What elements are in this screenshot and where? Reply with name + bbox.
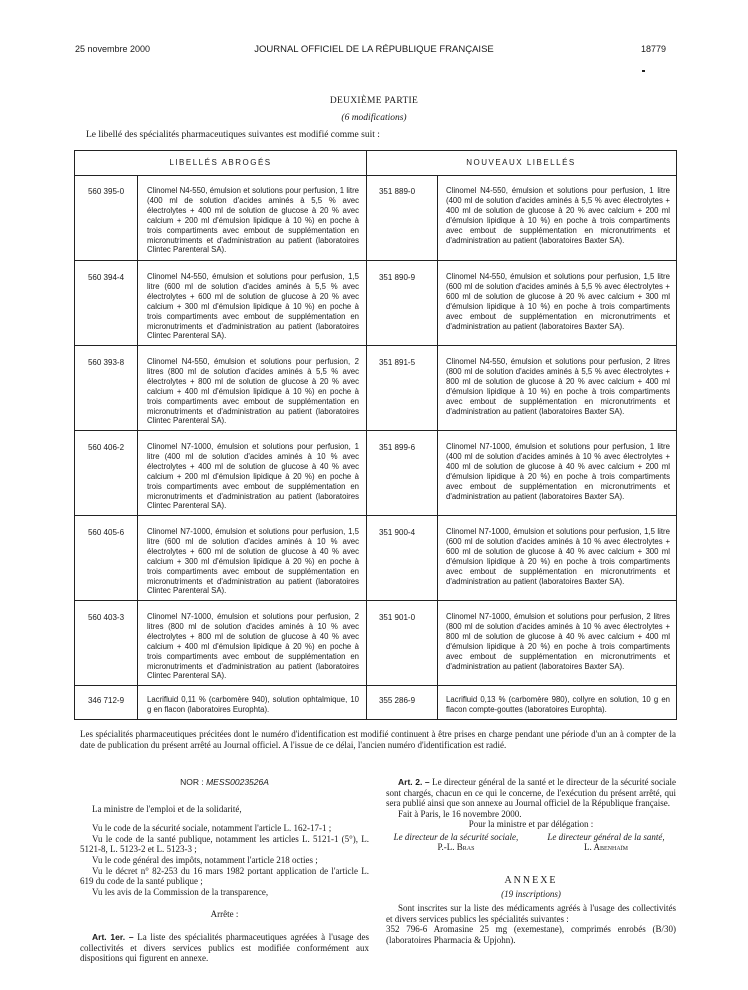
table-row [75,516,676,601]
new-code: 351 899-6 [378,443,416,452]
old-code: 560 403-3 [87,613,125,622]
old-label: Clinomel N7-1000, émulsion et solutions pour perfusion, 2 litres (800 ml de solution d'acides aminés à 10 % avec électrolytes + 800 ml de solution de glucose à 40 % avec calcium + 400 ml d'émulsion lipidique à 20 %) en poche à trois compartiments avec embout de supplémentation en micronutriments et d'administration au patient (laboratoires Clintec Parenteral SA). [147,612,359,681]
new-code: 351 891-5 [378,358,416,367]
table-row [75,261,676,346]
table-row [75,175,676,261]
new-label: Clinomel N4-550, émulsion et solutions pour perfusion, 2 litres (800 ml de solution d'acides aminés à 5,5 % avec électrolytes + 800 ml de solution de glucose à 20 % avec calcium + 400 ml d'émulsion lipidique à 10 %) en poche à trois compartiments avec embout de supplémentation en micronutriments et d'administration au patient (laboratoires Baxter SA). [446,357,670,416]
column-header-new: NOUVEAUX LIBELLÉS [366,151,676,176]
old-label: Lacrifluid 0,11 % (carbomère 940), solution ophtalmique, 10 g en flacon (laboratoires Europhta). [147,695,359,714]
new-label: Clinomel N4-550, émulsion et solutions pour perfusion, 1,5 litre (600 ml de solution d'acides aminés à 5,5 % avec électrolytes + 600 ml de solution de glucose à 20 % avec calcium + 300 ml d'émulsion lipidique à 10 %) en poche à trois compartiments avec embout de supplémentation en micronutriments et d'administration au patient (laboratoires Baxter SA). [446,272,670,331]
nor-reference [80,777,369,788]
decree-right-column [386,777,676,946]
margin-mark [642,70,645,72]
old-code: 560 393-8 [87,358,125,367]
signature-left-title: Le directeur de la sécurité sociale, [393,831,519,842]
article-1 [80,932,369,964]
column-header-old: LIBELLÉS ABROGÉS [75,151,366,176]
table-row [75,686,676,719]
old-code: 560 405-6 [87,528,125,537]
intro-text: Le libellé des spécialités pharmaceutiques suivantes est modifié comme suit : [86,130,380,140]
annexe-entry: 352 796-6 Aromasine 25 mg (exemestane), comprimés enrobés (B/30) (laboratoires Pharmacia & Upjohn). [386,924,676,945]
table-row [75,346,676,431]
new-code: 355 286-9 [378,696,416,705]
old-label: Clinomel N4-550, émulsion et solutions pour perfusion, 2 litres (800 ml de solution d'acides aminés à 5,5 % avec électrolytes + 800 ml de solution de glucose à 20 % avec calcium + 400 ml d'émulsion lipidique à 10 %) en poche à trois compartiments avec embout de supplémentation en micronutriments et d'administration au patient (laboratoires Clintec Parenteral SA). [147,357,359,426]
article-1-text: La liste des spécialités pharmaceutiques agréées à l'usage des collectivités et divers services publics est modifiée conformément aux dispositions qui figurent en annexe. [80,931,369,964]
modifications-count: (6 modifications) [341,113,407,123]
new-label: Clinomel N7-1000, émulsion et solutions pour perfusion, 1,5 litre (600 ml de solution d'acides aminés à 10 % avec électrolytes + 600 ml de solution de glucose à 40 % avec calcium + 300 ml d'émulsion lipidique à 20 %) en poche à trois compartiments avec embout de supplémentation en micronutriments et d'administration au patient (laboratoires Baxter SA). [446,527,670,586]
article-2 [386,777,676,809]
page-number: 18779 [640,44,666,54]
nor-code: MESS0023526A [206,777,269,787]
journal-title: JOURNAL OFFICIEL DE LA RÉPUBLIQUE FRANÇAISE [254,44,494,55]
visa-line: Vu le code de la santé publique, notamment les articles L. 5121-1 (5°), L. 5121-8, L. 5123-2 et L. 5123-3 ; [80,833,369,855]
modifications-table [74,150,677,720]
old-label: Clinomel N4-550, émulsion et solutions pour perfusion, 1,5 litre (600 ml de solution d'acides aminés à 5,5 % avec électrolytes + 600 ml de solution de glucose à 20 % avec calcium + 300 ml d'émulsion lipidique à 10 %) en poche à trois compartiments avec embout de supplémentation en micronutriments et d'administration au patient (laboratoires Clintec Parenteral SA). [147,272,359,341]
new-code: 351 890-9 [378,273,416,282]
done-at-line: Fait à Paris, le 16 novembre 2000. [398,808,522,819]
validity-note: Les spécialités pharmaceutiques précitées dont le numéro d'identification est modifié continuent à être prises en charge pendant une période d'un an à compter de la date de publication du présent arrêté au Journal officiel. A l'issue de ce délai, l'ancien numéro d'identification est radié. [80,729,676,750]
signature-left-name: P.-L. Bras [437,842,475,853]
old-code: 560 406-2 [87,443,125,452]
old-label: Clinomel N4-550, émulsion et solutions pour perfusion, 1 litre (400 ml de solution d'acides aminés à 5,5 % avec électrolytes + 400 ml de solution de glucose à 20 % avec calcium + 200 ml d'émulsion lipidique à 10 %) en poche à trois compartiments avec embout de supplémentation en micronutriments et d'administration au patient (laboratoires Clintec Parenteral SA). [147,186,359,255]
arrete-heading: Arrête : [210,909,239,920]
signatures [386,832,676,872]
new-code: 351 901-0 [378,613,416,622]
signature-right-name: L. Abenhaïm [584,842,628,853]
annexe-heading: ANNEXE [504,874,558,886]
signature-right-title: Le directeur général de la santé, [547,831,665,842]
article-1-label: Art. 1er. – [92,931,134,942]
header-date: 25 novembre 2000 [75,44,151,54]
delegation-line: Pour la ministre et par délégation : [468,819,594,830]
new-label: Clinomel N7-1000, émulsion et solutions pour perfusion, 2 litres (800 ml de solution d'acides aminés à 10 % avec électrolytes + 800 ml de solution de glucose à 40 % avec calcium + 400 ml d'émulsion lipidique à 20 %) en poche à trois compartiments avec embout de supplémentation en micronutriments et d'administration au patient (laboratoires Baxter SA). [446,612,670,671]
new-label: Clinomel N4-550, émulsion et solutions pour perfusion, 1 litre (400 ml de solution d'acides aminés à 5,5 % avec électrolytes + 400 ml de solution de glucose à 20 % avec calcium + 200 ml d'émulsion lipidique à 10 %) en poche à trois compartiments avec embout de supplémentation en micronutriments et d'administration au patient (laboratoires Baxter SA). [446,186,670,245]
table-row [75,601,676,686]
visa-line: Vu le code général des impôts, notamment l'article 218 octies ; [92,854,318,865]
new-label: Lacrifluid 0,13 % (carbomère 980), collyre en solution, 10 g en flacon compte-gouttes (laboratoires Europhta). [446,695,670,714]
part-heading: DEUXIÈME PARTIE [329,96,419,106]
old-code: 560 395-0 [87,187,125,196]
visa-line: Vu les avis de la Commission de la transparence, [92,886,269,897]
article-2-text: Le directeur général de la santé et le directeur de la sécurité sociale sont chargés, chacun en ce qui le concerne, de l'exécution du présent arrêté, qui sera publié ainsi que son annexe au Journal officiel de la République française. [386,777,676,809]
annexe-intro: Sont inscrites sur la liste des médicaments agréés à l'usage des collectivités et divers services publics les spécialités suivantes : [386,903,676,924]
signature-left [386,832,526,853]
nor-prefix: NOR : [180,777,204,787]
old-code: 346 712-9 [87,696,125,705]
new-code: 351 900-4 [378,528,416,537]
visa-line: Vu le code de la sécurité sociale, notamment l'article L. 162-17-1 ; [92,823,332,834]
minister-line: La ministre de l'emploi et de la solidarité, [92,803,242,814]
visa-line: Vu le décret n° 82-253 du 16 mars 1982 portant application de l'article L. 619 du code de la santé publique ; [80,865,369,887]
old-label: Clinomel N7-1000, émulsion et solutions pour perfusion, 1 litre (400 ml de solution d'acides aminés à 10 % avec électrolytes + 400 ml de solution de glucose à 40 % avec calcium + 200 ml d'émulsion lipidique à 20 %) en poche à trois compartiments avec embout de supplémentation en micronutriments et d'administration au patient (laboratoires Clintec Parenteral SA). [147,442,359,511]
old-code: 560 394-4 [87,273,125,282]
signature-right [536,832,676,853]
table-row [75,431,676,516]
old-label: Clinomel N7-1000, émulsion et solutions pour perfusion, 1,5 litre (600 ml de solution d'acides aminés à 10 % avec électrolytes + 600 ml de solution de glucose à 40 % avec calcium + 300 ml d'émulsion lipidique à 20 %) en poche à trois compartiments avec embout de supplémentation en micronutriments et d'administration au patient (laboratoires Clintec Parenteral SA). [147,527,359,596]
decree-left-column [80,777,369,964]
new-label: Clinomel N7-1000, émulsion et solutions pour perfusion, 1 litre (400 ml de solution d'acides aminés à 10 % avec électrolytes + 400 ml de solution de glucose à 40 % avec calcium + 200 ml d'émulsion lipidique à 20 %) en poche à trois compartiments avec embout de supplémentation en micronutriments et d'administration au patient (laboratoires Baxter SA). [446,442,670,501]
article-2-label: Art. 2. – [398,777,430,787]
inscriptions-count: (19 inscriptions) [501,888,561,899]
new-code: 351 889-0 [378,187,416,196]
